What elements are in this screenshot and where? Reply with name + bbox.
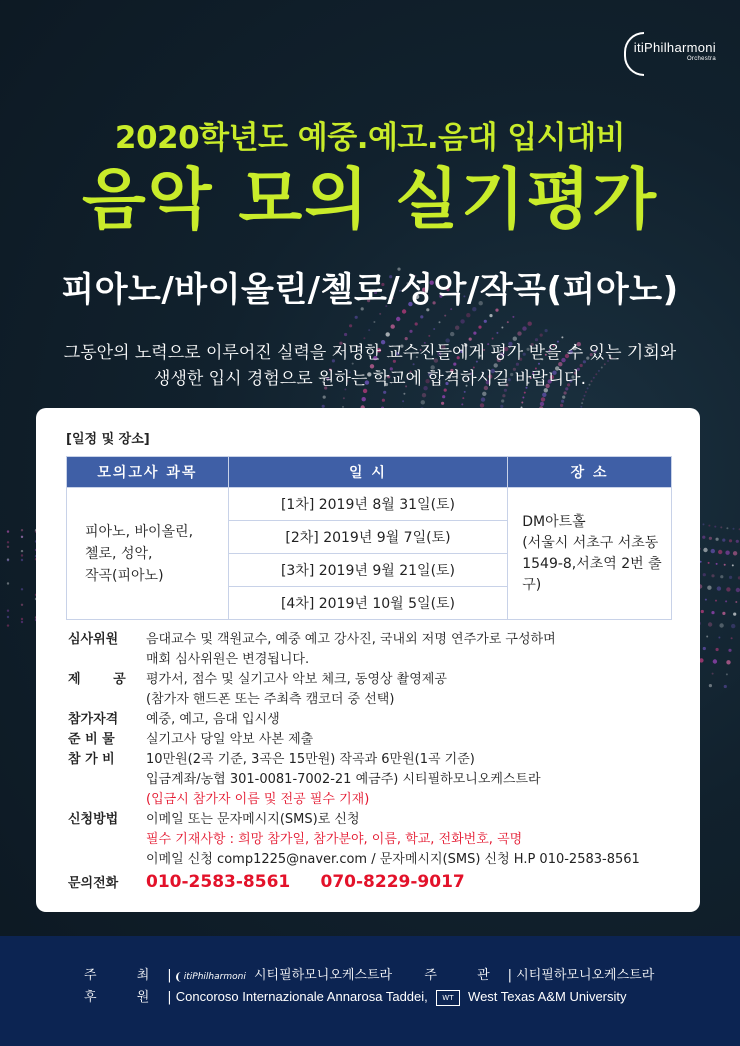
decor-dot [7, 559, 9, 561]
decor-dot [703, 573, 706, 576]
decor-dot [7, 546, 9, 548]
eligibility-row: 참가자격 예중, 예고, 음대 입시생 [68, 712, 280, 727]
decor-dot [561, 400, 564, 403]
decor-dot [7, 616, 9, 618]
decor-dot [501, 399, 504, 402]
decor-dot [725, 600, 727, 602]
apply-row: 신청방법 이메일 또는 문자메시지(SMS)로 신청 필수 기재사항 : 희망 참가일, 참가분야, 이름, 학교, 전화번호, 곡명 이메일 신청 comp1225@naver.com / 문자메시지(SMS) 신청 H.P 010-2583-8561 [68, 812, 640, 867]
decor-dot [522, 326, 526, 330]
decor-dot [712, 673, 714, 675]
decor-dot [480, 403, 484, 407]
decor-dot [735, 601, 737, 603]
decor-dot [716, 538, 719, 541]
decor-dot [541, 397, 545, 401]
decor-dot [7, 530, 9, 532]
decor-dot [709, 684, 712, 687]
decor-dot [7, 541, 9, 543]
decor-dot [726, 660, 730, 664]
decor-dot [719, 623, 723, 627]
date-cell: [2차] 2019년 9월 7일(토) [228, 521, 507, 554]
decor-dot [391, 324, 395, 328]
contact-row: 문의전화 010-2583-8561 070-8229-9017 [68, 872, 465, 892]
decor-dot [442, 395, 445, 398]
decor-dot [420, 315, 423, 318]
decor-dot [705, 599, 707, 601]
decor-dot [21, 554, 23, 556]
decor-dot [718, 550, 722, 554]
decor-dot [542, 393, 546, 397]
decor-dot [528, 322, 532, 326]
decor-dot [517, 331, 521, 335]
decor-dot [560, 404, 563, 407]
decor-dot [344, 333, 347, 336]
decor-dot [502, 394, 505, 397]
orchestra-logo: itiPhilharmoni Orchestra [634, 40, 716, 62]
required-fields: 필수 기재사항 : 희망 참가일, 참가분야, 이름, 학교, 전화번호, 곡명 [146, 832, 523, 847]
decor-dot [521, 402, 523, 404]
decor-dot [496, 332, 498, 334]
subtitle-year: 2020학년도 예중.예고.음대 입시대비 [114, 120, 626, 156]
decor-dot [724, 564, 726, 566]
decor-dot [708, 525, 710, 527]
decor-dot [455, 326, 459, 330]
decor-dot [732, 564, 734, 566]
decor-dot [21, 604, 23, 606]
header-subject: 모의고사 과목 [67, 457, 229, 488]
decor-dot [707, 586, 711, 590]
instruments-title: 피아노/바이올린/첼로/성악/작곡(피아노) [61, 270, 679, 310]
decor-dot [726, 587, 730, 591]
decor-dot [540, 402, 544, 406]
decor-dot [403, 393, 405, 395]
decor-dot [729, 539, 732, 542]
decor-dot [481, 397, 485, 401]
decor-dot [728, 649, 731, 652]
decor-dot [21, 550, 23, 552]
decor-dot [716, 563, 718, 565]
decor-dot [433, 328, 435, 330]
decor-dot [507, 321, 509, 323]
fee-row: 참 가 비 10만원(2곡 기준, 3곡은 15만원) 작곡과 6만원(1곡 기준) 입금계좌/농협 301-0081-7002-21 예금주) 시티필하모니오케스트라 (입금시 참가자 이름 및 전공 필수 기재) [68, 750, 678, 810]
judges-row: 심사위원 음대교수 및 객원교수, 예중 예고 강사진, 국내외 저명 연주가로 구성하며 매회 심사위원은 변경됩니다. [68, 632, 556, 667]
header-venue: 장 소 [508, 457, 672, 488]
decor-dot [363, 337, 365, 339]
decor-dot [355, 316, 358, 319]
decor-dot [718, 637, 720, 639]
date-cell: [3차] 2019년 9월 21일(토) [228, 554, 507, 587]
decor-dot [362, 397, 366, 401]
decor-dot [581, 402, 583, 404]
decor-dot [379, 313, 381, 315]
decor-dot [713, 659, 717, 663]
decor-dot [422, 393, 426, 397]
phone-number-1[interactable]: 010-2583-8561 [146, 872, 291, 892]
decor-dot [717, 586, 721, 590]
decor-dot [720, 575, 723, 578]
decor-dot [444, 315, 446, 317]
decor-dot [733, 551, 737, 555]
decor-dot [482, 392, 486, 396]
decor-dot [722, 612, 725, 615]
decor-dot [708, 622, 712, 626]
date-cell: [1차] 2019년 8월 31일(토) [228, 488, 507, 521]
host-logo: itiPhilharmoni [176, 972, 246, 982]
decor-dot [396, 317, 400, 321]
decor-dot [706, 636, 708, 638]
schedule-table [66, 456, 672, 620]
decor-dot [716, 648, 719, 651]
decor-dot [561, 336, 563, 338]
decor-dot [512, 316, 514, 318]
decor-dot [7, 610, 9, 612]
decor-dot [702, 536, 705, 539]
decor-dot [703, 647, 706, 650]
main-title: 음악 모의 실기평가 [81, 161, 658, 238]
decor-dot [725, 551, 729, 555]
decor-dot [736, 588, 740, 592]
venue-cell: DM아트홀 (서울시 서초구 서초동 1549-8,서초역 2번 출구) [508, 488, 672, 620]
header-date: 일 시 [228, 457, 507, 488]
decor-dot [715, 600, 717, 602]
decor-dot [709, 537, 712, 540]
footer-sponsor-row: 후 원| Concoroso Internazionale Annarosa Taddei, WT West Texas A&M University [84, 989, 627, 1005]
decor-dot [460, 319, 464, 323]
decor-dot [722, 539, 725, 542]
west-texas-logo: WT [436, 990, 460, 1006]
decor-dot [462, 397, 464, 399]
decor-dot [368, 329, 370, 331]
decor-dot [736, 540, 739, 543]
decor-dot [484, 320, 487, 323]
decor-dot [386, 332, 390, 336]
decor-dot [461, 403, 463, 405]
decor-dot [711, 549, 715, 553]
decor-dot [421, 400, 425, 404]
decor-dot [402, 400, 404, 402]
decor-dot [382, 399, 385, 402]
decor-dot [409, 330, 412, 333]
intro-text: 그동안의 노력으로 이루어진 실력을 저명한 교수진들에게 평가 받을 수 있는 기회와 생생한 입시 경험으로 원하는 학교에 합격하시길 바랍니다. [63, 343, 677, 389]
decor-dot [7, 582, 9, 584]
subjects-cell: 피아노, 바이올린, 첼로, 성악, 작곡(피아노) [67, 488, 229, 620]
decor-dot [701, 610, 704, 613]
fee-note: (입금시 참가자 이름 및 전공 필수 기재) [146, 792, 370, 807]
decor-dot [703, 548, 707, 552]
decor-dot [584, 395, 586, 397]
decor-dot [450, 332, 454, 336]
decor-dot [562, 396, 565, 399]
decor-dot [522, 397, 524, 399]
decor-dot [428, 335, 430, 337]
decor-dot [21, 529, 23, 531]
decor-dot [21, 618, 23, 620]
decor-dot [545, 329, 548, 332]
decor-dot [711, 574, 714, 577]
footer [0, 936, 740, 1046]
decor-dot [439, 321, 441, 323]
decor-dot [729, 576, 732, 579]
decor-dot [731, 637, 733, 639]
decor-dot [733, 613, 736, 616]
decor-dot [343, 397, 345, 399]
decor-dot [349, 324, 352, 327]
decor-dot [323, 396, 326, 399]
decor-dot [441, 402, 444, 405]
decor-dot [501, 327, 503, 329]
decor-dot [21, 536, 23, 538]
decor-dot [714, 526, 716, 528]
footer-host-row: 주 최| itiPhilharmoni 시티필하모니오케스트라 주 관| 시티필하모니오케스트라 [84, 968, 655, 983]
decor-dot [726, 527, 728, 529]
decor-dot [711, 611, 714, 614]
decor-dot [21, 621, 23, 623]
decor-dot [540, 334, 543, 337]
info-card [36, 408, 700, 912]
decor-dot [478, 326, 481, 329]
prep-row: 준 비 물 실기고사 당일 악보 사본 제출 [68, 732, 314, 747]
date-cell: [4차] 2019년 10월 5일(토) [228, 587, 507, 620]
decor-dot [720, 526, 722, 528]
phone-number-2[interactable]: 070-8229-9017 [320, 872, 465, 892]
decor-dot [731, 624, 735, 628]
details-section [68, 630, 678, 896]
decor-dot [724, 685, 727, 688]
schedule-label: [일정 및 장소] [66, 432, 150, 447]
decor-dot [473, 332, 476, 335]
decor-dot [415, 322, 418, 325]
decor-dot [373, 321, 375, 323]
decor-dot [489, 314, 492, 317]
decor-dot [582, 398, 584, 400]
decor-dot [733, 528, 735, 530]
decor-dot [21, 559, 23, 561]
decor-dot [21, 588, 23, 590]
decor-dot [703, 523, 705, 525]
decor-dot [708, 562, 710, 564]
provide-row: 제 공 평가서, 점수 및 실기고사 악보 체크, 동영상 촬영제공 (참가자 핸드폰 또는 주최측 캠코더 중 선택) [68, 672, 447, 707]
decor-dot [466, 313, 470, 317]
decor-dot [726, 673, 728, 675]
decor-dot [7, 624, 9, 626]
